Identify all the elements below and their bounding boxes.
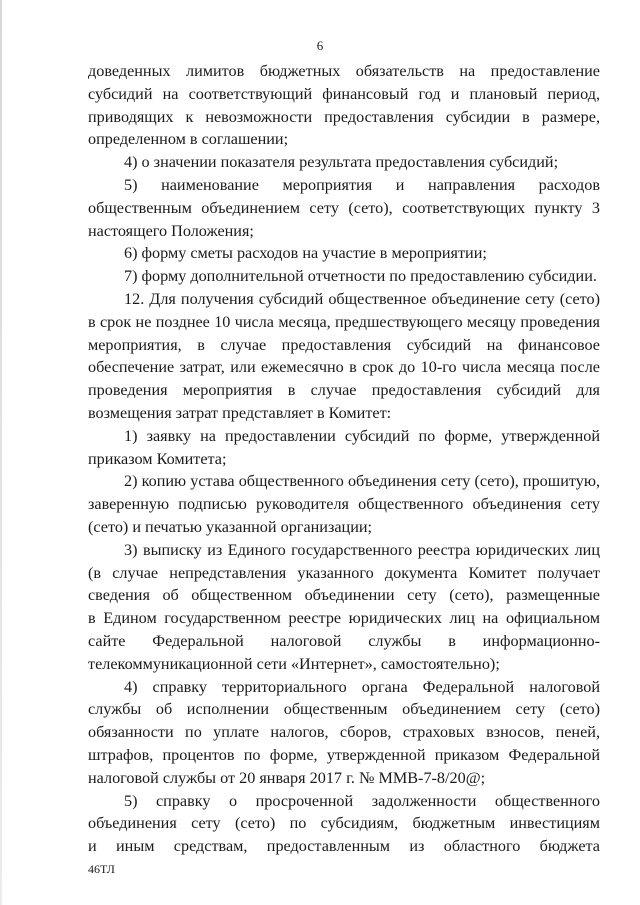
text-line: (сето) и печатью указанной организации; [88, 517, 373, 536]
text-line: 1) заявку на предоставлении субсидий по форме, утвержденной [124, 426, 600, 445]
text-line: штрафов, процентов по форме, утвержденной приказом Федеральной [88, 745, 600, 764]
text-line: доведенных лимитов бюджетных обязательств на предоставление [88, 62, 600, 80]
text-line: 4) справку территориального органа Федеральной налоговой [124, 677, 600, 696]
text-line: настоящего Положения; [88, 221, 254, 240]
scan-edge [0, 0, 2, 905]
text-line: 3) выписку из Единого государственного реестра юридических лиц [124, 540, 600, 559]
text-line: налоговой службы от 20 января 2017 г. № ММВ-7-8/20@; [88, 768, 486, 787]
text-line: сайте Федеральной налоговой службы в информационно- [88, 631, 600, 650]
text-line: в срок не позднее 10 числа месяца, предшествующего месяцу проведения [88, 312, 600, 331]
text-line: телекоммуникационной сети «Интернет», самостоятельно); [88, 654, 500, 673]
text-line: приказом Комитета; [88, 449, 227, 468]
text-line: 7) форму дополнительной отчетности по предоставлению субсидии. [124, 267, 597, 286]
text-line: 2) копию устава общественного объединения сету (сето), прошитую, [124, 472, 600, 491]
text-line: 6) форму сметы расходов на участие в мероприятии; [124, 244, 487, 263]
text-line: 5) справку о просроченной задолженности общественного [124, 791, 600, 810]
text-line: приводящих к невозможности предоставления субсидии в размере, [88, 107, 600, 126]
text-line: обеспечение затрат, или ежемесячно в срок до 10-го числа месяца после [88, 358, 600, 377]
text-line: 5) наименование мероприятия и направления расходов [124, 175, 600, 194]
text-line: службы об исполнении общественным объединением сету (сето) [88, 700, 600, 719]
text-line: определенном в соглашении; [88, 130, 289, 149]
text-line: 4) о значении показателя результата предоставления субсидий; [124, 153, 559, 172]
text-line: общественным объединением сету (сето), соответствующих пункту 3 [88, 198, 600, 217]
text-line: проведения мероприятия в случае предоставления субсидий для [88, 381, 600, 400]
page-number: 6 [316, 38, 324, 53]
text-line: мероприятия, в случае предоставления субсидий на финансовое [88, 335, 600, 354]
text-line: объединения сету (сето) по субсидиям, бюджетным инвестициям [88, 814, 600, 833]
document-code: 46ТЛ [88, 862, 115, 876]
text-line: 12. Для получения субсидий общественное объединение сету (сето) [124, 289, 600, 308]
text-line: заверенную подписью руководителя общественного объединения сету [88, 495, 600, 514]
document-body [88, 60, 600, 858]
text-line: сведения об общественном объединении сету (сето), размещенные [88, 586, 600, 605]
text-line: (в случае непредставления указанного документа Комитет получает [88, 563, 600, 582]
text-line: возмещения затрат представляет в Комитет: [88, 403, 392, 422]
text-line: субсидий на соответствующий финансовый год и плановый период, [88, 84, 600, 103]
text-line: обязанности по уплате налогов, сборов, страховых взносов, пеней, [88, 723, 600, 742]
text-line: и иным средствам, предоставленным из областного бюджета [88, 837, 600, 856]
text-line: в Едином государственном реестре юридических лиц на официальном [88, 609, 600, 628]
